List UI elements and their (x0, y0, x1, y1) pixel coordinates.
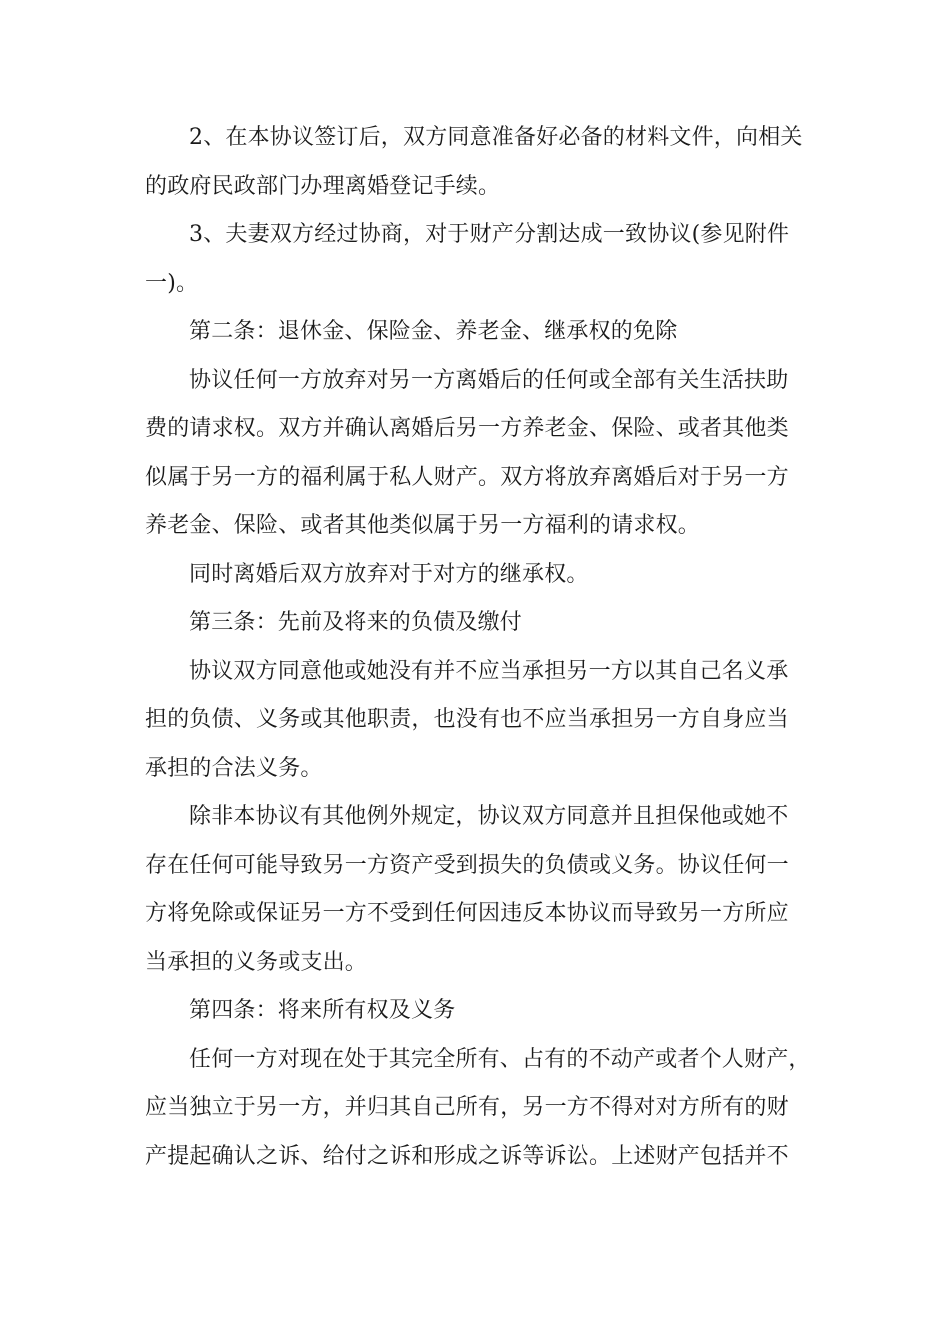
paragraph-item-3 (145, 211, 815, 308)
text-line: 3、夫妻双方经过协商，对于财产分割达成一致协议(参见附件 (189, 222, 790, 247)
paragraph-article-2-body-2 (145, 551, 815, 600)
heading-line: 第三条：先前及将来的负债及缴付 (189, 610, 523, 635)
paragraph-article-3-body-1 (145, 648, 815, 794)
paragraph-article-3-body-2 (145, 793, 815, 987)
paragraph-article-4-body-1 (145, 1036, 815, 1182)
text-line: 一)。 (145, 270, 199, 296)
text-line: 协议任何一方放弃对另一方离婚后的任何或全部有关生活扶助 (189, 367, 789, 393)
article-4-heading (145, 987, 815, 1036)
text-line: 产提起确认之诉、给付之诉和形成之诉等诉讼。上述财产包括并不 (145, 1143, 789, 1169)
text-line: 似属于另一方的福利属于私人财产。双方将放弃离婚后对于另一方 (145, 464, 789, 490)
text-line: 2、在本协议签订后，双方同意准备好必备的材料文件，向相关 (189, 125, 803, 150)
heading-line: 第四条：将来所有权及义务 (189, 998, 456, 1023)
article-3-heading (145, 599, 815, 648)
text-line: 担的负债、义务或其他职责，也没有也不应当承担另一方自身应当 (145, 707, 789, 732)
article-2-heading (145, 308, 815, 357)
text-line: 应当独立于另一方，并归其自己所有，另一方不得对对方所有的财 (145, 1095, 789, 1120)
text-line: 协议双方同意他或她没有并不应当承担另一方以其自己名义承 (189, 658, 789, 684)
text-line: 同时离婚后双方放弃对于对方的继承权。 (189, 561, 589, 587)
text-line: 的政府民政部门办理离婚登记手续。 (145, 173, 501, 199)
text-line: 费的请求权。双方并确认离婚后另一方养老金、保险、或者其他类 (145, 416, 789, 441)
text-line: 除非本协议有其他例外规定，协议双方同意并且担保他或她不 (189, 804, 789, 829)
text-line: 养老金、保险、或者其他类似属于另一方福利的请求权。 (145, 513, 701, 538)
text-line: 任何一方对现在处于其完全所有、占有的不动产或者个人财产， (189, 1046, 811, 1072)
paragraph-item-2 (145, 114, 815, 211)
document-body (145, 114, 815, 1181)
text-line: 当承担的义务或支出。 (145, 949, 368, 975)
paragraph-article-2-body-1 (145, 357, 815, 551)
text-line: 方将免除或保证另一方不受到任何因违反本协议而导致另一方所应 (145, 901, 789, 926)
text-line: 存在任何可能导致另一方资产受到损失的负债或义务。协议任何一 (145, 852, 789, 878)
heading-line: 第二条：退休金、保险金、养老金、继承权的免除 (189, 319, 678, 344)
text-line: 承担的合法义务。 (145, 755, 323, 781)
